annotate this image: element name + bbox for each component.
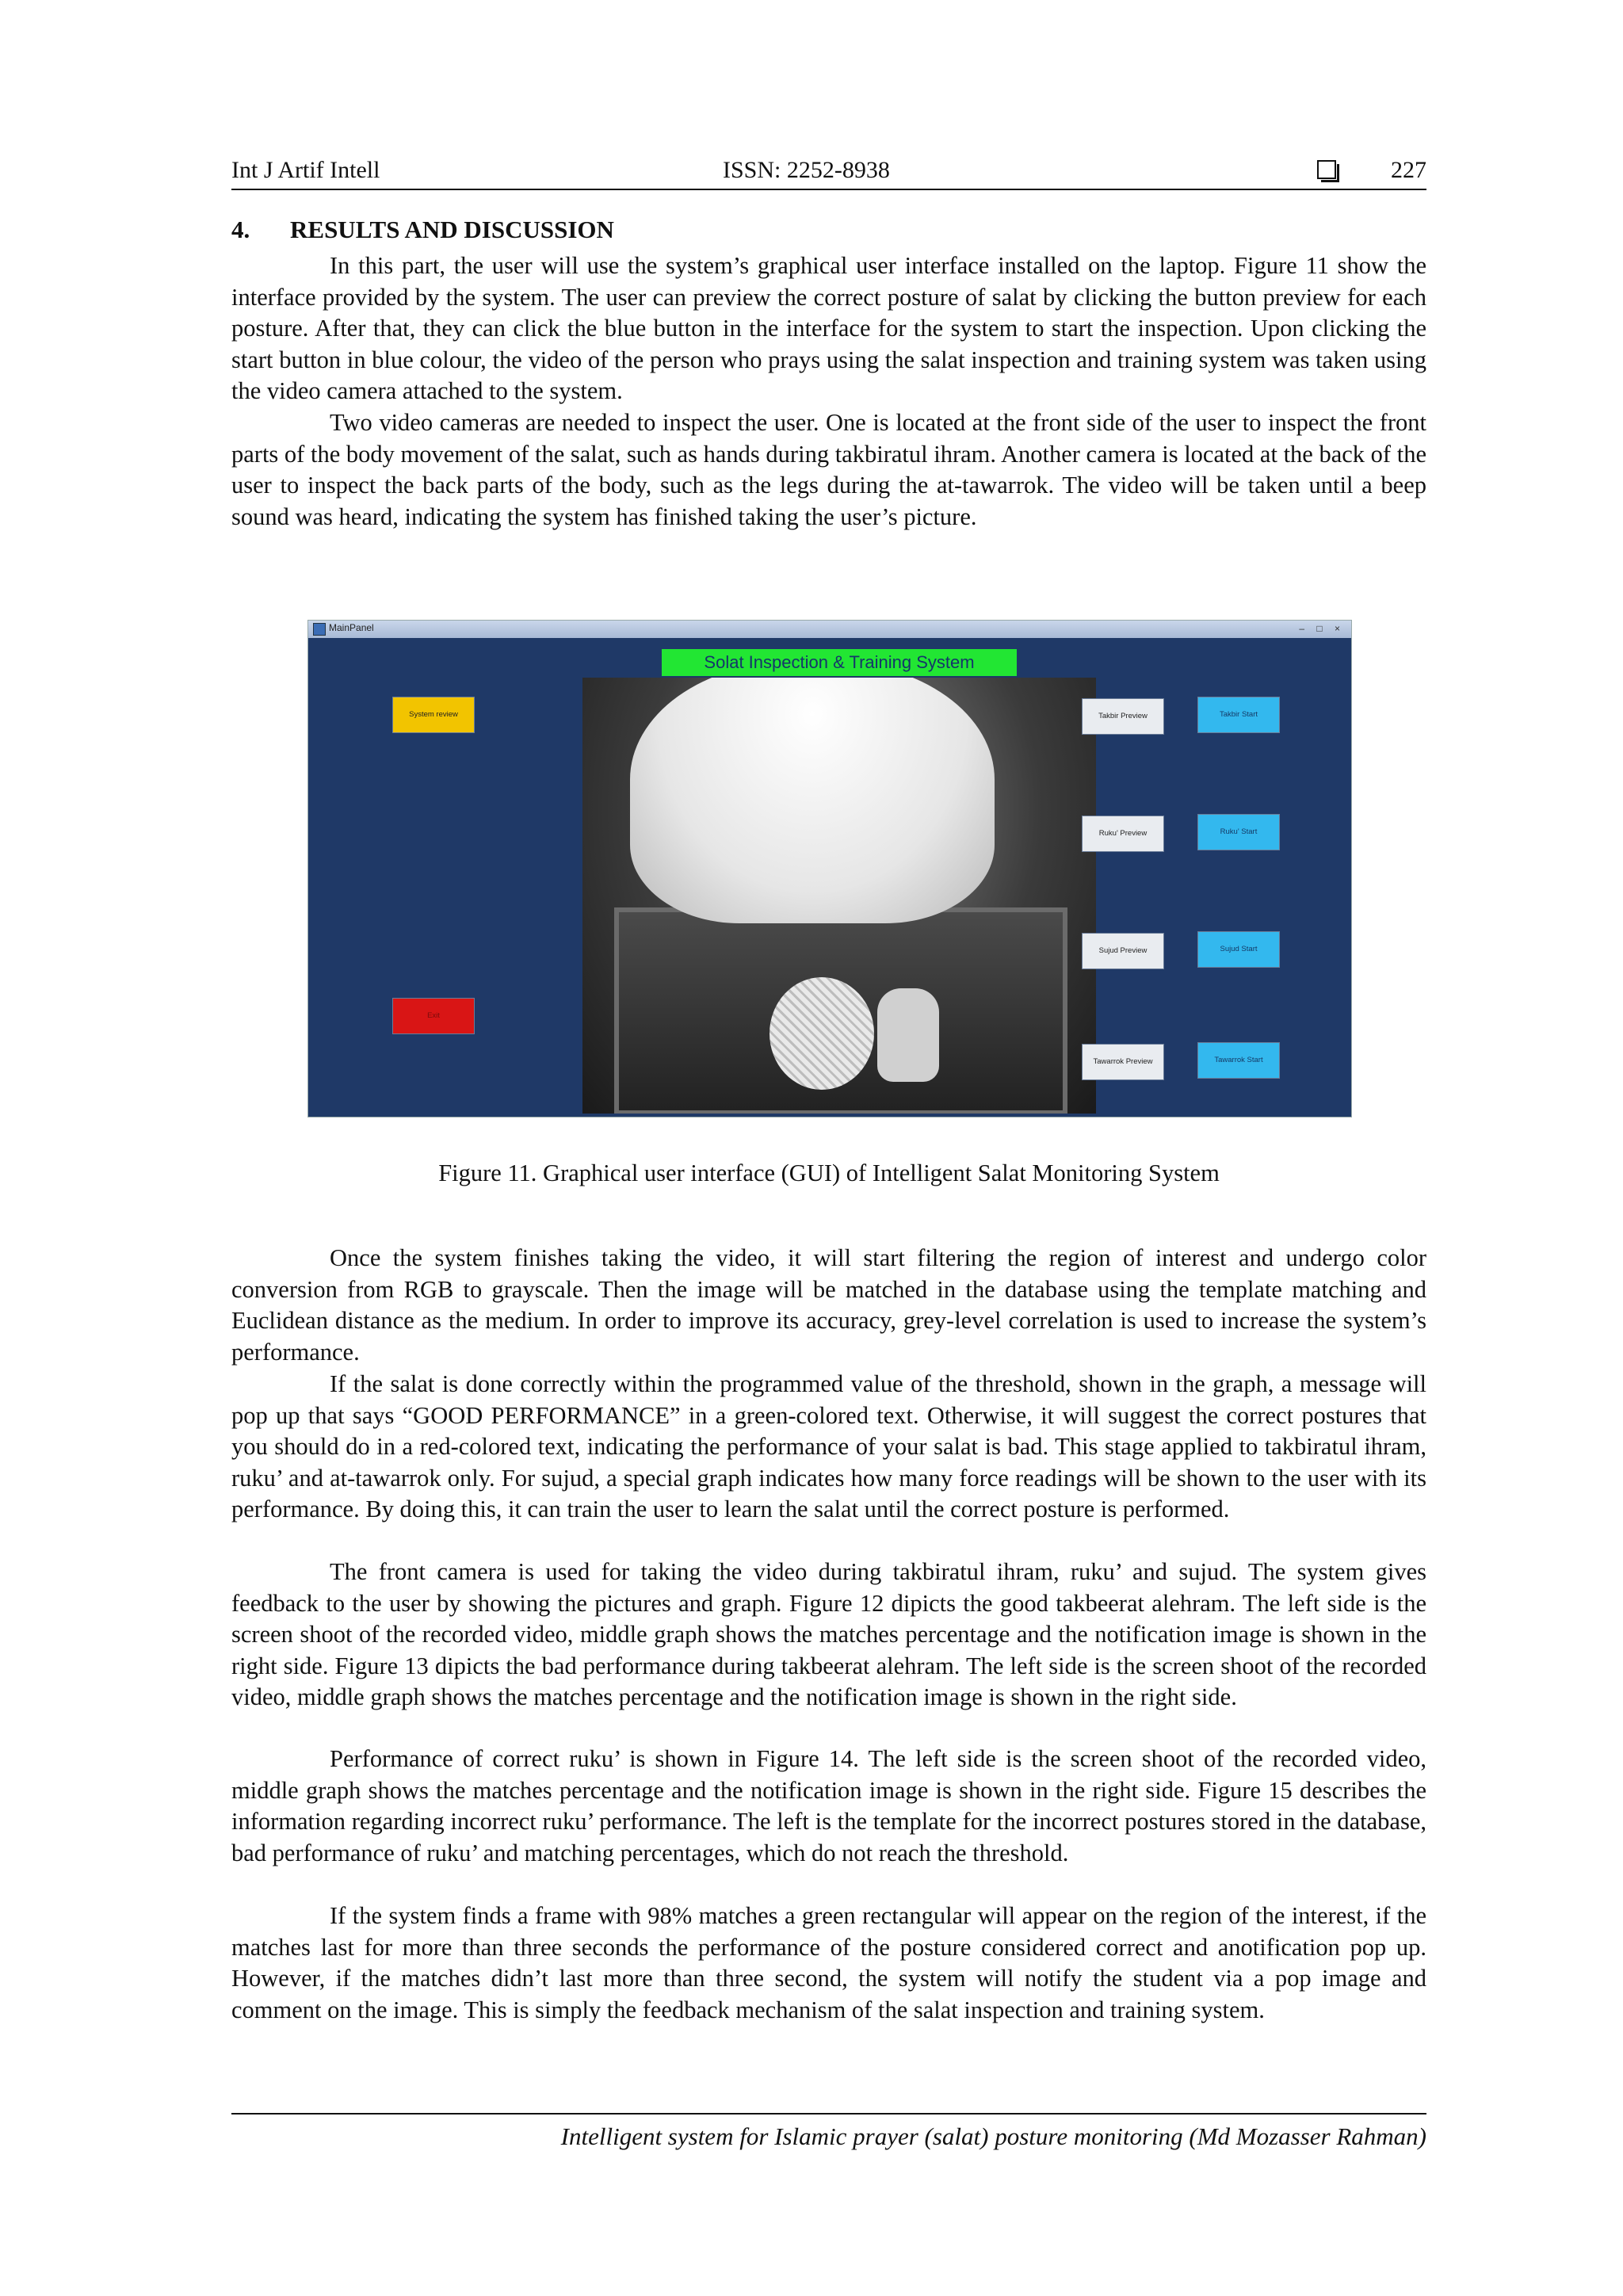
section-title: RESULTS AND DISCUSSION [290, 216, 614, 243]
sujud-start-button[interactable]: Sujud Start [1197, 931, 1280, 968]
camera-video-frame [582, 678, 1096, 1114]
header-rule [231, 189, 1426, 190]
issn: ISSN: 2252-8938 [723, 157, 890, 183]
takbir-start-button[interactable]: Takbir Start [1197, 697, 1280, 733]
window-titlebar [308, 621, 1351, 638]
window-controls: – □ × [1299, 623, 1345, 634]
page-number: 227 [1391, 157, 1426, 183]
paragraph-7: If the system finds a frame with 98% matches a green rectangular will appear on the region of the interest, if the matches last for more than three seconds the performance of the posture considered correct and anotification pop up. However, if the matches didn’t last more than three second, the system will notify the student via a pop image and comment on the image. This is simply the feedback mechanism of the salat inspection and training system. [231, 1902, 1426, 2023]
journal-name: Int J Artif Intell [231, 157, 380, 183]
ruku-start-button[interactable]: Ruku' Start [1197, 814, 1280, 850]
gui-title-banner: Solat Inspection & Training System [662, 649, 1017, 676]
window-title: MainPanel [329, 622, 374, 633]
hand [877, 988, 939, 1082]
tawarrok-start-button[interactable]: Tawarrok Start [1197, 1042, 1280, 1079]
prayer-cap [769, 977, 874, 1090]
section-heading [231, 216, 614, 244]
system-review-button[interactable]: System review [392, 697, 475, 733]
person-garment [630, 678, 995, 923]
paragraph-6: Performance of correct ruku’ is shown in Figure 14. The left side is the screen shoot of the recorded video, middle graph shows the matches percentage and the notification image is shown in the right side. Figure 15 describes the information regarding incorrect ruku’ performance. The left is the template for the incorrect postures stored in the database, bad performance of ruku’ and matching percentages, which do not reach the threshold. [231, 1745, 1426, 1866]
box-icon [1317, 160, 1336, 179]
sujud-preview-button[interactable]: Sujud Preview [1082, 933, 1164, 969]
running-title-footer: Intelligent system for Islamic prayer (salat) posture monitoring (Md Mozasser Rahman) [560, 2122, 1426, 2150]
gui-screenshot-figure [307, 620, 1352, 1117]
section-number: 4. [231, 216, 250, 243]
paragraph-5: The front camera is used for taking the video during takbiratul ihram, ruku’ and sujud. The system gives feedback to the user by showing the pictures and graph. Figure 12 dipicts the good takbeerat alehram. The left side is the screen shoot of the recorded video, middle graph shows the matches percentage and the notification image is shown in the right side. Figure 13 dipicts the bad performance during takbeerat alehram. The left side is the screen shoot of the recorded video, middle graph shows the matches percentage and the notification image is shown in the right side. [231, 1558, 1426, 1711]
app-icon [313, 623, 326, 636]
footer-rule [231, 2113, 1426, 2115]
exit-button[interactable]: Exit [392, 998, 475, 1034]
paragraph-3: Once the system finishes taking the video, it will start filtering the region of interest and undergo color conversion from RGB to grayscale. Then the image will be matched in the database using the template matching and Euclidean distance as the medium. In order to improve its accuracy, grey-level correlation is used to increase the system’s performance. [231, 1244, 1426, 1366]
figure-caption: Figure 11. Graphical user interface (GUI) of Intelligent Salat Monitoring System [438, 1159, 1220, 1186]
paragraph-1: In this part, the user will use the system’s graphical user interface installed on the laptop. Figure 11 show the interface provided by the system. The user can preview the correct posture of salat by clicking the button preview for each posture. After that, they can click the blue button in the interface for the system to start the inspection. Upon clicking the start button in blue colour, the video of the person who prays using the salat inspection and training system was taken using the video camera attached to the system. [231, 252, 1426, 405]
tawarrok-preview-button[interactable]: Tawarrok Preview [1082, 1044, 1164, 1080]
takbir-preview-button[interactable]: Takbir Preview [1082, 698, 1164, 735]
paragraph-2: Two video cameras are needed to inspect the user. One is located at the front side of the user to inspect the front parts of the body movement of the salat, such as hands during takbiratul ihram. Another camera is located at the back of the user to inspect the back parts of the body, such as the legs during the at-tawarrok. The video will be taken until a beep sound was heard, indicating the system has finished taking the user’s picture. [231, 409, 1426, 530]
ruku-preview-button[interactable]: Ruku' Preview [1082, 816, 1164, 852]
paragraph-4: If the salat is done correctly within the programmed value of the threshold, shown in the graph, a message will pop up that says “GOOD PERFORMANCE” in a green-colored text. Otherwise, it will suggest the correct postures that you should do in a red-colored text, indicating the performance of your salat is bad. This stage applied to takbiratul ihram, ruku’ and at-tawarrok only. For sujud, a special graph indicates how many force readings will be shown to the user with its performance. By doing this, it can train the user to learn the salat until the correct posture is performed. [231, 1370, 1426, 1523]
page-header [231, 154, 1426, 192]
